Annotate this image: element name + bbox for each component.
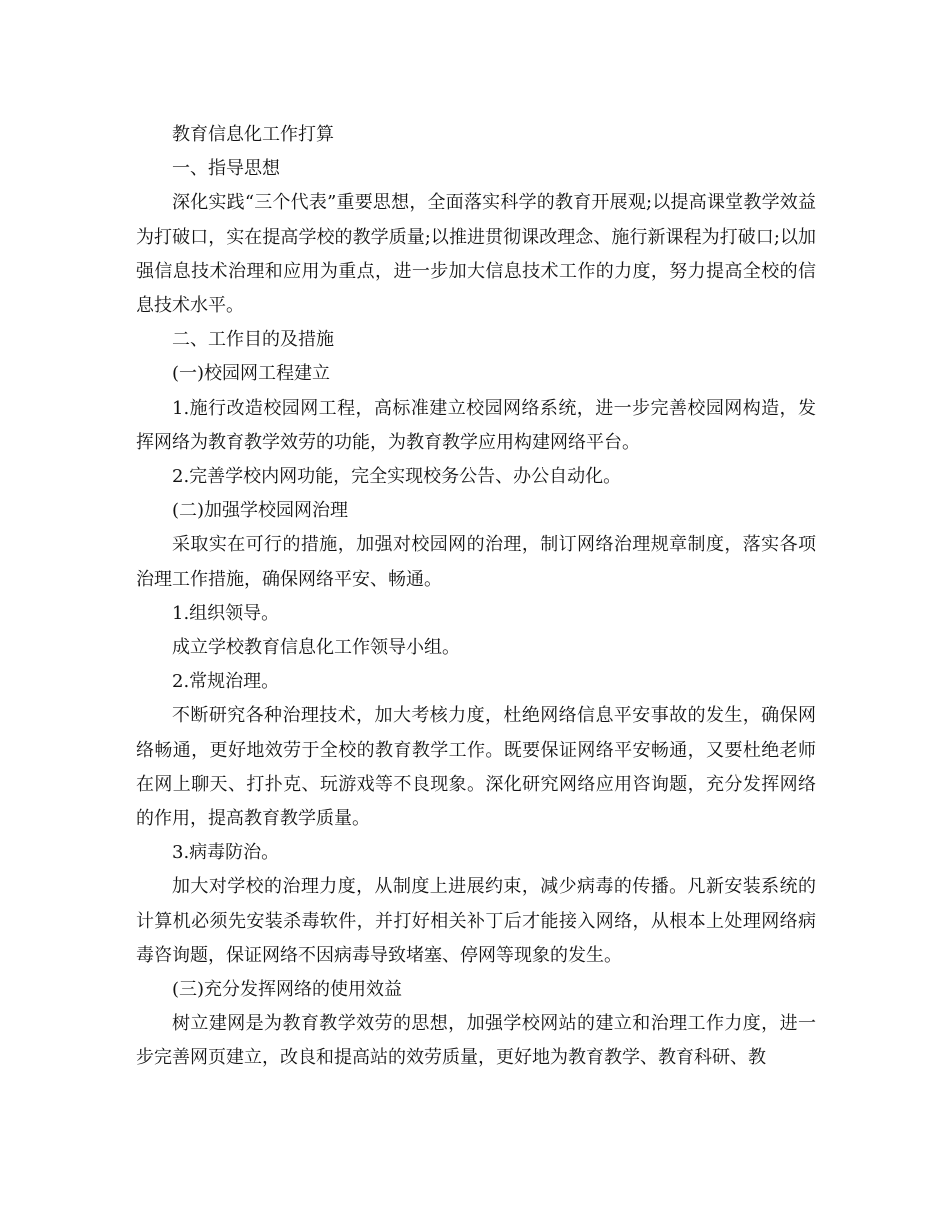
item-heading-organization: 1.组织领导。 [172,602,280,624]
section-heading-goals-measures: 二、工作目的及措施 [172,329,334,351]
paragraph: 采取实在可行的措施，加强对校园网的治理，制订网络治理规章制度，落实各项治理工作措施，确保网络平安、畅通。 [136,534,816,590]
item-heading-routine-management: 2.常规治理。 [172,671,280,693]
paragraph: 深化实践“三个代表”重要思想，全面落实科学的教育开展观;以提高课堂教学效益为打破口，实在提高学校的教学质量;以推进贯彻课改理念、施行新课程为打破口;以加强信息技术治理和应用为重点，进一步加大信息技术工作的力度，努力提高全校的信息技术水平。 [136,192,816,317]
subsection-heading-network-usage: (三)充分发挥网络的使用效益 [172,979,403,1001]
subsection-heading-campus-network: (一)校园网工程建立 [172,363,331,385]
section-heading-guiding-ideology: 一、指导思想 [172,158,280,180]
paragraph: 加大对学校的治理力度，从制度上进展约束，减少病毒的传播。凡新安装系统的计算机必须先安装杀毒软件，并打好相关补丁后才能接入网络，从根本上处理网络病毒咨询题，保证网络不因病毒导致堵塞、停网等现象的发生。 [136,876,816,966]
document-body [136,118,816,1076]
item-heading-virus-prevention: 3.病毒防治。 [172,842,280,864]
document-title: 教育信息化工作打算 [172,124,334,145]
paragraph: 2.完善学校内网功能，完全实现校务公告、办公自动化。 [172,466,622,488]
paragraph: 成立学校教育信息化工作领导小组。 [172,637,460,659]
paragraph: 1.施行改造校园网工程，高标准建立校园网络系统，进一步完善校园网构造，发挥网络为教育教学效劳的功能，为教育教学应用构建网络平台。 [136,397,816,453]
subsection-heading-network-management: (二)加强学校园网治理 [172,500,349,522]
paragraph: 不断研究各种治理技术，加大考核力度，杜绝网络信息平安事故的发生，确保网络畅通，更好地效劳于全校的教育教学工作。既要保证网络平安畅通，又要杜绝老师在网上聊天、打扑克、玩游戏等不良现象。深化研究网络应用咨询题，充分发挥网络的作用，提高教育教学质量。 [136,705,816,830]
paragraph: 树立建网是为教育教学效劳的思想，加强学校网站的建立和治理工作力度，进一步完善网页建立，改良和提高站的效劳质量，更好地为教育教学、教育科研、教 [136,1013,816,1069]
